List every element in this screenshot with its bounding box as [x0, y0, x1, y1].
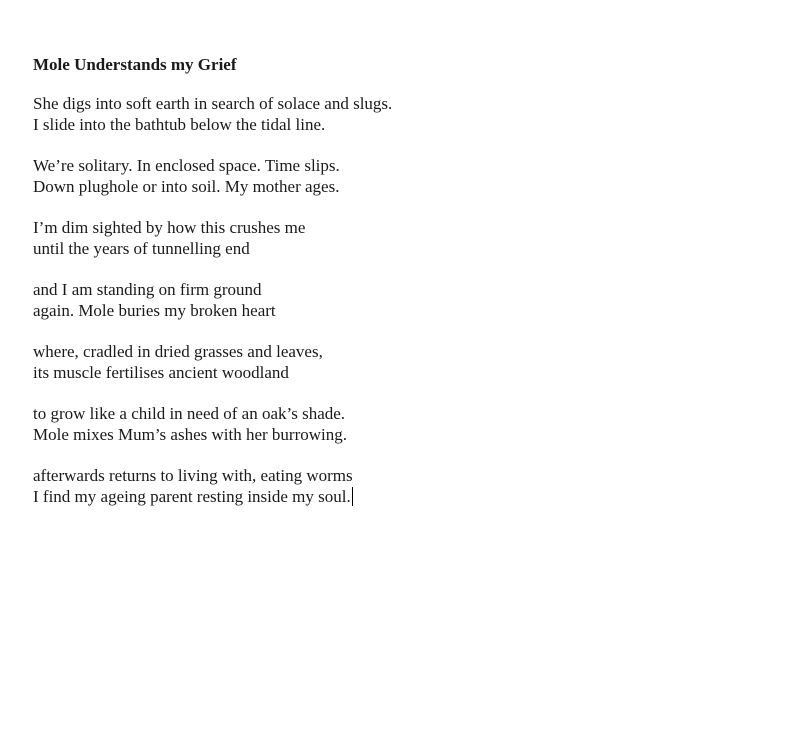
stanza: [33, 404, 773, 445]
poem-line: She digs into soft earth in search of solace and slugs.: [33, 94, 393, 113]
poem-title: Mole Understands my Grief: [33, 55, 237, 74]
poem-line: afterwards returns to living with, eating worms: [33, 466, 353, 485]
poem-line-text: I find my ageing parent resting inside my soul.: [33, 486, 351, 506]
poem-line: until the years of tunnelling end: [33, 238, 250, 258]
poem-line-last: [33, 487, 773, 508]
poem-line: I slide into the bathtub below the tidal line.: [33, 114, 326, 134]
poem-line: where, cradled in dried grasses and leaves,: [33, 342, 323, 361]
stanza: [33, 94, 773, 135]
stanza: [33, 466, 773, 507]
stanza: [33, 156, 773, 197]
poem-line: its muscle fertilises ancient woodland: [33, 362, 289, 382]
poem-line: I’m dim sighted by how this crushes me: [33, 218, 306, 237]
poem-line: and I am standing on firm ground: [33, 280, 262, 299]
poem-line: Down plughole or into soil. My mother ages.: [33, 176, 340, 196]
poem-line: We’re solitary. In enclosed space. Time slips.: [33, 156, 340, 175]
text-cursor: [352, 487, 353, 506]
stanza: [33, 280, 773, 321]
poem-line: to grow like a child in need of an oak’s shade.: [33, 404, 346, 423]
poem-line: Mole mixes Mum’s ashes with her burrowing.: [33, 424, 347, 444]
document-page[interactable]: [33, 53, 773, 528]
poem-line: again. Mole buries my broken heart: [33, 300, 276, 320]
stanza: [33, 218, 773, 259]
stanza: [33, 342, 773, 383]
